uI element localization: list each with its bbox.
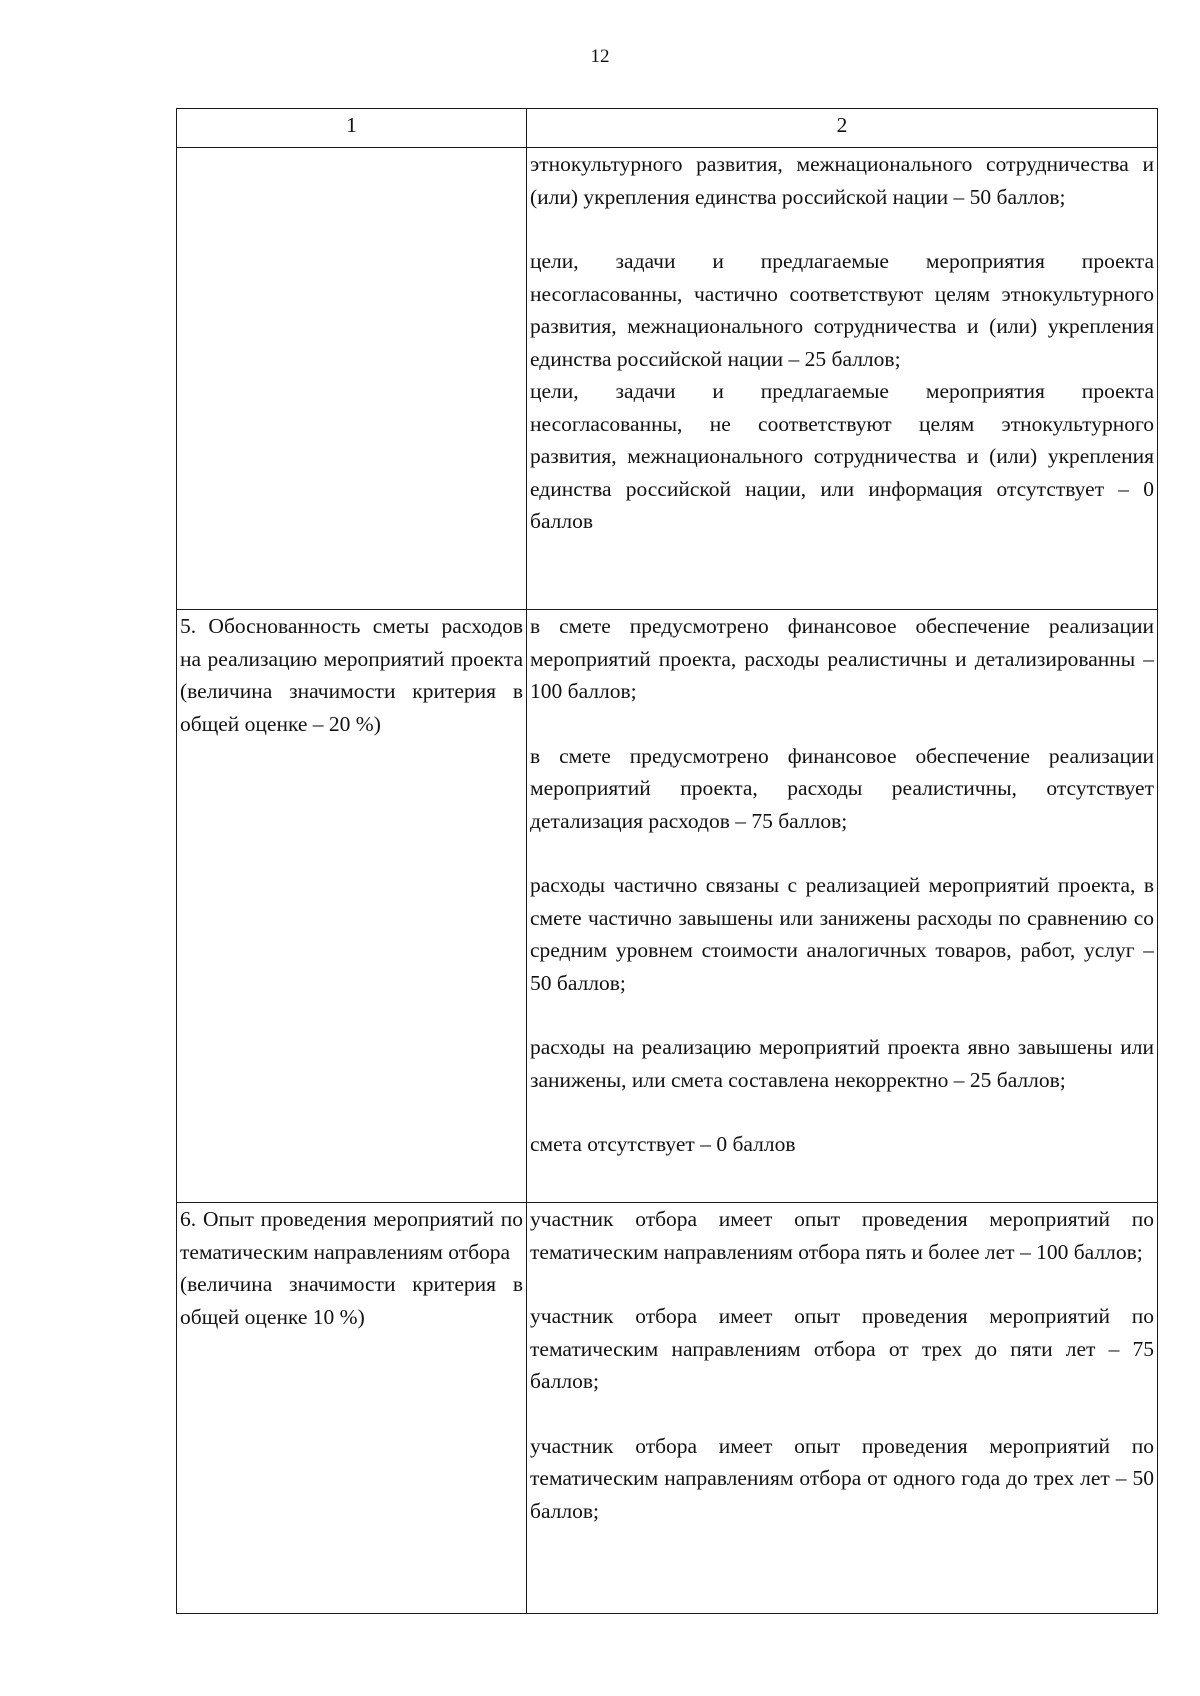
scores-cell <box>527 610 1158 1203</box>
criterion-cell <box>177 148 527 610</box>
score-item: смета отсутствует – 0 баллов <box>530 1132 796 1156</box>
score-item: участник отбора имеет опыт проведения мероприятий по тематическим направлениям отбора от трех до пяти лет – 75 баллов; <box>530 1304 1154 1393</box>
score-item: участник отбора имеет опыт проведения мероприятий по тематическим направлениям отбора от одного года до трех лет – 50 баллов; <box>530 1433 1154 1523</box>
criterion-text: 6. Опыт проведения мероприятий по тематическим направлениям отбора <box>180 1207 523 1264</box>
scores-cell <box>527 148 1158 610</box>
criterion-text: 5. Обоснованность сметы расходов на реализацию мероприятий проекта (величина значимости критерия в общей оценке – 20 %) <box>180 614 523 736</box>
table-row <box>177 610 1158 1203</box>
score-item: цели, задачи и предлагаемые мероприятия проекта несогласованны, частично соответствуют целям этнокультурного развития, межнационального сотрудничества и (или) укрепления единства российской нации – 25 баллов; <box>530 249 1154 371</box>
score-item: цели, задачи и предлагаемые мероприятия проекта несогласованны, не соответствуют целям этнокультурного развития, межнационального сотрудничества и (или) укрепления единства российской нации, или информация отсутствует – 0 баллов <box>530 379 1154 533</box>
criteria-table <box>176 108 1158 1614</box>
table-row <box>177 148 1158 610</box>
table-row <box>177 1203 1158 1614</box>
page-number: 12 <box>590 46 610 67</box>
score-item: расходы частично связаны с реализацией мероприятий проекта, в смете частично завышены или занижены расходы по сравнению со средним уровнем стоимости аналогичных товаров, работ, услуг – 50 баллов; <box>530 873 1154 995</box>
table-header-row <box>177 109 1158 148</box>
score-item: в смете предусмотрено финансовое обеспечение реализации мероприятий проекта, расходы реалистичны, отсутствует детализация расходов – 75 баллов; <box>530 743 1154 833</box>
scores-cell <box>527 1203 1158 1614</box>
column-header-1: 1 <box>177 109 527 148</box>
criterion-cell <box>177 610 527 1203</box>
score-item: расходы на реализацию мероприятий проекта явно завышены или занижены, или смета составлена некорректно – 25 баллов; <box>530 1035 1154 1092</box>
criterion-cell <box>177 1203 527 1614</box>
criterion-weight-text: (величина значимости критерия в общей оценке 10 %) <box>180 1272 523 1329</box>
score-item: этнокультурного развития, межнационального сотрудничества и (или) укрепления единства российской нации – 50 баллов; <box>530 152 1154 209</box>
column-header-2: 2 <box>527 109 1158 148</box>
score-item: в смете предусмотрено финансовое обеспечение реализации мероприятий проекта, расходы реалистичны и детализированны – 100 баллов; <box>530 614 1154 703</box>
score-item: участник отбора имеет опыт проведения мероприятий по тематическим направлениям отбора пять и более лет – 100 баллов; <box>530 1207 1154 1264</box>
